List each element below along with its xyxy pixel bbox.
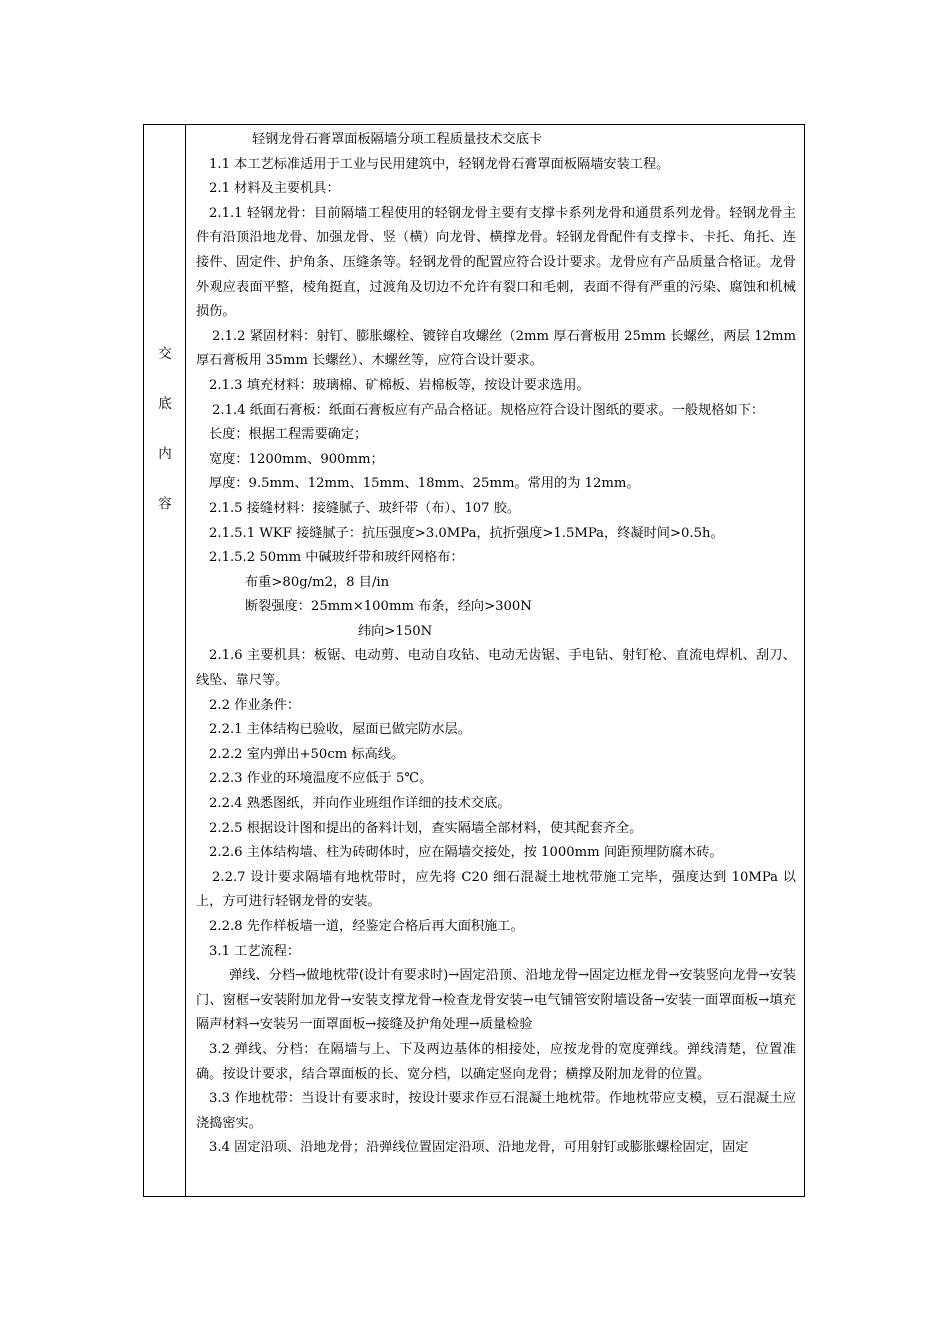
briefing-content <box>187 125 804 1196</box>
paragraph: 纬向>150N <box>358 623 433 639</box>
paragraph: 2.2.1 主体结构已验收，屋面已做完防水层。 <box>209 722 471 738</box>
technical-briefing-table <box>143 124 805 1197</box>
paragraph: 2.2.5 根据设计图和提出的备料计划，查实隔墙全部材料，使其配套齐全。 <box>209 820 643 836</box>
side-label-char: 内 <box>158 446 172 462</box>
left-label-column <box>144 125 186 1196</box>
paragraph: 2.2.2 室内弹出+50cm 标高线。 <box>209 746 405 762</box>
paragraph: 2.1.1 轻钢龙骨：目前隔墙工程使用的轻钢龙骨主要有支撑卡系列龙骨和通贯系列龙骨。轻钢龙骨主件有沿顶沿地龙骨、加强龙骨、竖（横）向龙骨、横撑龙骨。轻钢龙骨配件有支撑卡、卡托、角托、连接件、固定件、护角条、压缝条等。轻钢龙骨的配置应符合设计要求。龙骨应有产品质量合格证。龙骨外观应表面平整，棱角挺直，过渡角及切边不允许有裂口和毛刺，表面不得有严重的污染、腐蚀和机械损伤。 <box>196 205 796 320</box>
paragraph: 厚度：9.5mm、12mm、15mm、18mm、25mm。常用的为 12mm。 <box>209 476 640 492</box>
paragraph: 2.1.3 填充材料：玻璃棉、矿棉板、岩棉板等，按设计要求选用。 <box>209 377 590 393</box>
paragraph: 2.1.4 纸面石膏板：纸面石膏板应有产品合格证。规格应符合设计图纸的要求。一般规格如下： <box>212 402 765 418</box>
paragraph: 2.2.4 熟悉图纸，并向作业班组作详细的技术交底。 <box>209 796 511 812</box>
paragraph: 2.1.5.2 50mm 中碱玻纤带和玻纤网格布： <box>209 550 464 566</box>
process-flow: 弹线、分档→做地枕带(设计有要求时)→固定沿顶、沿地龙骨→固定边框龙骨→安装竖向龙骨→安装门、窗框→安装附加龙骨→安装支撑龙骨→检查龙骨安装→电气铺管安附墙设备→安装一面罩面板→填充隔声材料→安装另一面罩面板→接缝及护角处理→质量检验 <box>196 968 796 1033</box>
document-title: 轻钢龙骨石膏罩面板隔墙分项工程质量技术交底卡 <box>252 132 543 147</box>
paragraph: 3.4 固定沿项、沿地龙骨；沿弹线位置固定沿项、沿地龙骨，可用射钉或膨胀螺栓固定，固定 <box>209 1140 749 1156</box>
side-label-char: 底 <box>158 396 172 412</box>
paragraph: 2.2 作业条件： <box>209 697 301 713</box>
paragraph: 2.1.2 紧固材料：射钉、膨胀螺栓、镀锌自攻螺丝（2mm 厚石膏板用 25mm 长螺丝，两层 12mm 厚石膏板用 35mm 长螺丝）、木螺丝等，应符合设计要求。 <box>196 328 796 369</box>
paragraph: 2.1.5.1 WKF 接缝腻子：抗压强度>3.0MPa，抗折强度>1.5MPa，终凝时间>0.5h。 <box>209 525 724 541</box>
paragraph: 1.1 本工艺标准适用于工业与民用建筑中，轻钢龙骨石膏罩面板隔墙安装工程。 <box>209 156 670 172</box>
paragraph: 2.2.3 作业的环境温度不应低于 5℃。 <box>209 771 433 787</box>
paragraph: 2.2.8 先作样板墙一道，经鉴定合格后再大面积施工。 <box>209 919 524 934</box>
paragraph: 3.3 作地枕带：当设计有要求时，按设计要求作豆石混凝土地枕带。作地枕带应支模，豆石混凝土应浇捣密实。 <box>196 1091 796 1131</box>
paragraph: 2.1.6 主要机具：板锯、电动剪、电动自攻钻、电动无齿锯、手电钻、射钉枪、直流电焊机、刮刀、线坠、靠尺等。 <box>196 648 796 689</box>
paragraph: 断裂强度：25mm×100mm 布条，经向>300N <box>245 599 532 615</box>
side-label-char: 交 <box>158 346 172 362</box>
paragraph: 3.1 工艺流程： <box>209 943 301 959</box>
paragraph: 2.2.6 主体结构墙、柱为砖砌体时，应在隔墙交接处，按 1000mm 间距预埋防腐木砖。 <box>209 845 723 861</box>
side-label-char: 容 <box>158 496 172 512</box>
paragraph: 长度：根据工程需要确定； <box>209 427 368 443</box>
paragraph: 2.1.5 接缝材料：接缝腻子、玻纤带（布）、107 胶。 <box>209 500 521 516</box>
paragraph: 3.2 弹线、分档：在隔墙与上、下及两边基体的相接处，应按龙骨的宽度弹线。弹线清楚，位置准确。按设计要求，结合罩面板的长、宽分档，以确定竖向龙骨；横撑及附加龙骨的位置。 <box>196 1041 796 1082</box>
paragraph: 2.1 材料及主要机具： <box>209 181 340 197</box>
paragraph: 2.2.7 设计要求隔墙有地枕带时，应先将 C20 细石混凝土地枕带施工完毕，强度达到 10MPa 以上，方可进行轻钢龙骨的安装。 <box>196 869 796 910</box>
paragraph: 布重>80g/m2，8 目/in <box>245 574 390 590</box>
paragraph: 宽度：1200mm、900mm； <box>209 451 384 467</box>
